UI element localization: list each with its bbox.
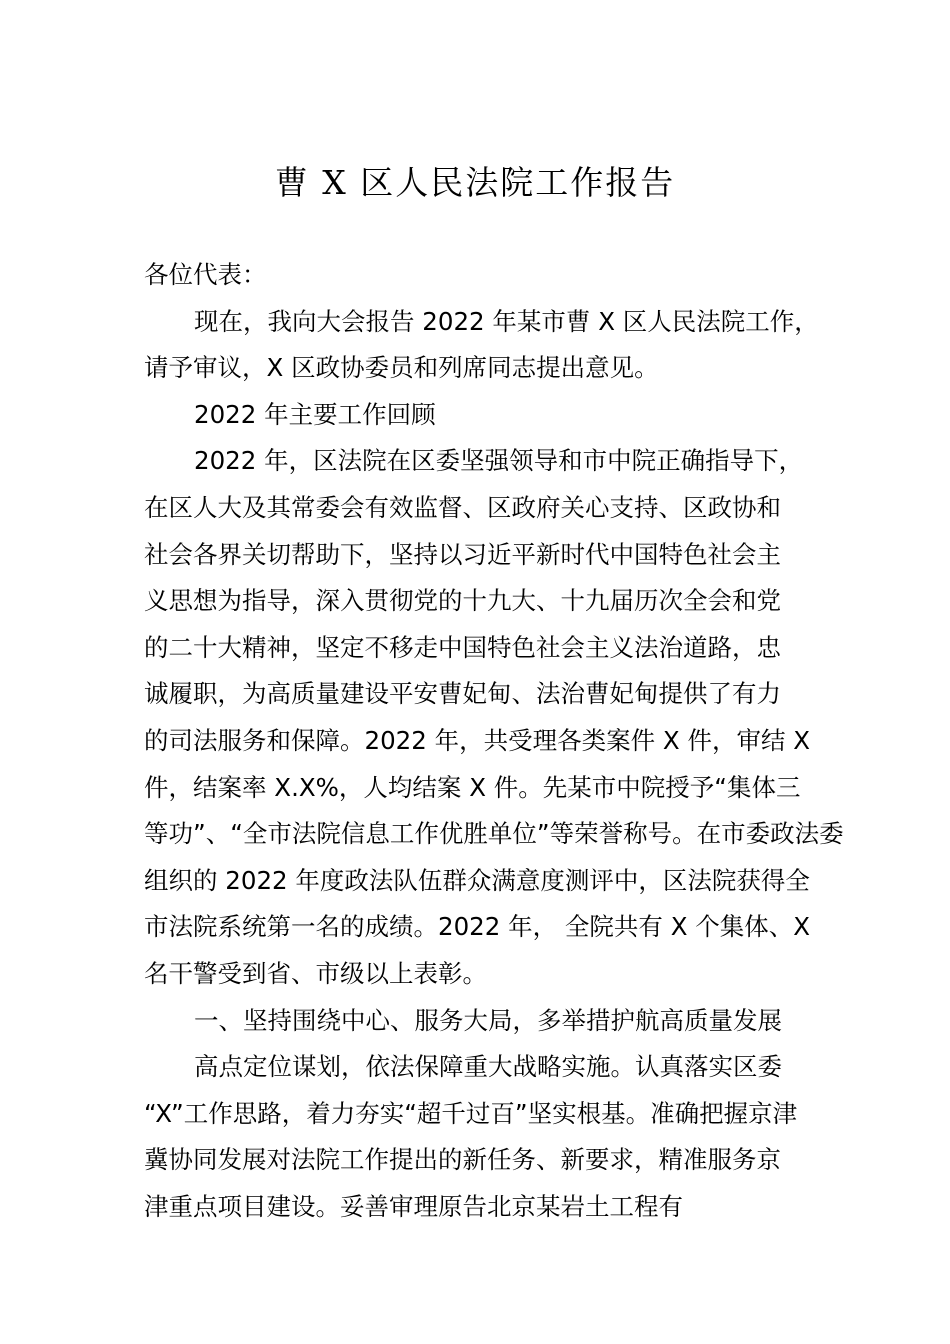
paragraph-line: 冀协同发展对法院工作提出的新任务、新要求，精准服务京 (144, 1145, 781, 1175)
paragraph-line: 2022 年，区法院在区委坚强领导和市中院正确指导下， (194, 446, 804, 476)
paragraph-line: 等功”、“全市法院信息工作优胜单位”等荣誉称号。在市委政法委 (144, 819, 844, 849)
paragraph-line: 社会各界关切帮助下，坚持以习近平新时代中国特色社会主 (144, 539, 781, 569)
paragraph-line: 市法院系统第一名的成绩。2022 年， 全院共有 X 个集体、X (144, 912, 811, 942)
paragraph-line: 件，结案率 X.X%，人均结案 X 件。先某市中院授予“集体三 (144, 772, 801, 802)
section-heading: 一、坚持围绕中心、服务大局，多举措护航高质量发展 (194, 1005, 782, 1035)
document-title: 曹 X 区人民法院工作报告 (274, 163, 676, 202)
paragraph-line: 高点定位谋划，依法保障重大战略实施。认真落实区委 (194, 1052, 782, 1082)
paragraph-line: 名干警受到省、市级以上表彰。 (144, 958, 487, 988)
paragraph-line: 请予审议，X 区政协委员和列席同志提出意见。 (144, 353, 659, 383)
salutation-line: 各位代表： (144, 260, 267, 289)
paragraph-line: 的司法服务和保障。2022 年，共受理各类案件 X 件，审结 X (144, 725, 811, 755)
section-heading: 2022 年主要工作回顾 (194, 399, 436, 429)
paragraph-line: “X”工作思路，着力夯实“超千过百”坚实根基。准确把握京津 (144, 1098, 798, 1128)
paragraph-line: 义思想为指导，深入贯彻党的十九大、十九届历次全会和党 (144, 586, 781, 616)
paragraph-line: 的二十大精神，坚定不移走中国特色社会主义法治道路，忠 (144, 632, 781, 662)
document-body (144, 252, 844, 1230)
paragraph-line: 现在，我向大会报告 2022 年某市曹 X 区人民法院工作， (194, 306, 819, 336)
paragraph-line: 组织的 2022 年度政法队伍群众满意度测评中，区法院获得全 (144, 865, 810, 895)
paragraph-line: 在区人大及其常委会有效监督、区政府关心支持、区政协和 (144, 492, 781, 522)
paragraph-line: 诚履职，为高质量建设平安曹妃甸、法治曹妃甸提供了有力 (144, 679, 781, 709)
paragraph-line: 津重点项目建设。妥善审理原告北京某岩土工程有 (144, 1191, 683, 1221)
